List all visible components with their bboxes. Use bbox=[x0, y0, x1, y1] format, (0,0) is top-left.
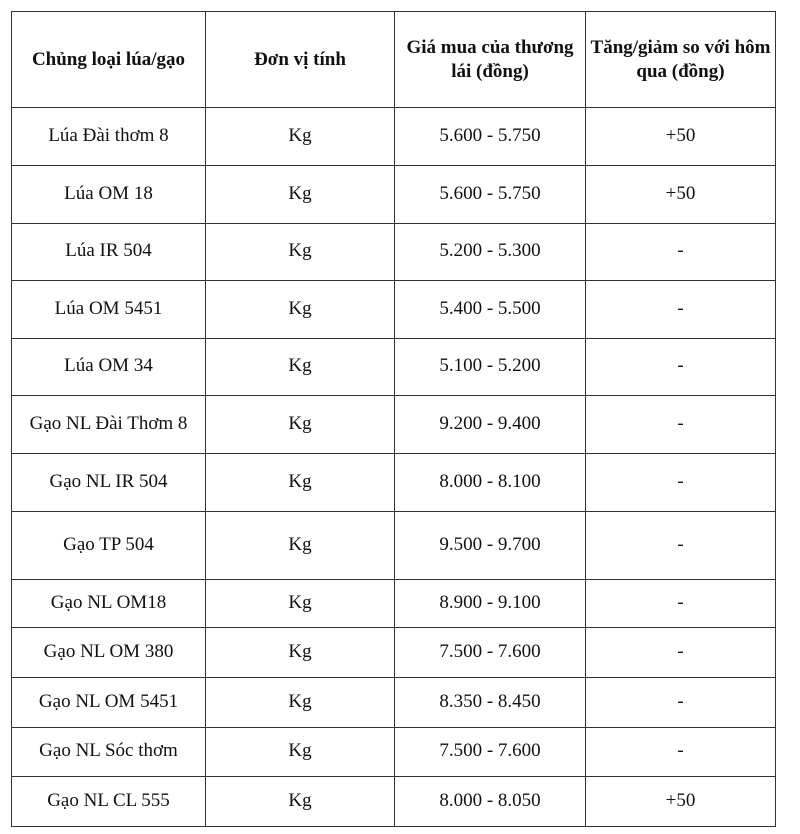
cell-change: +50 bbox=[586, 166, 776, 224]
cell-price: 5.400 - 5.500 bbox=[395, 281, 586, 339]
cell-price: 8.350 - 8.450 bbox=[395, 678, 586, 728]
cell-unit: Kg bbox=[206, 512, 395, 580]
cell-variety: Lúa OM 18 bbox=[12, 166, 206, 224]
cell-variety: Lúa IR 504 bbox=[12, 224, 206, 281]
cell-change: +50 bbox=[586, 108, 776, 166]
cell-change: - bbox=[586, 678, 776, 728]
table-row bbox=[12, 166, 776, 224]
table-row bbox=[12, 108, 776, 166]
cell-price: 9.200 - 9.400 bbox=[395, 396, 586, 454]
table-row bbox=[12, 678, 776, 728]
cell-variety: Gạo NL Đài Thơm 8 bbox=[12, 396, 206, 454]
cell-variety: Gạo NL OM 5451 bbox=[12, 678, 206, 728]
cell-price: 8.900 - 9.100 bbox=[395, 580, 586, 628]
header-variety: Chủng loại lúa/gạo bbox=[12, 12, 206, 108]
cell-price: 8.000 - 8.050 bbox=[395, 777, 586, 827]
cell-variety: Lúa Đài thơm 8 bbox=[12, 108, 206, 166]
cell-change: - bbox=[586, 339, 776, 396]
rice-price-table bbox=[11, 11, 776, 827]
cell-price: 9.500 - 9.700 bbox=[395, 512, 586, 580]
header-trader-price: Giá mua của thương lái (đồng) bbox=[395, 12, 586, 108]
cell-change: - bbox=[586, 580, 776, 628]
header-change: Tăng/giảm so với hôm qua (đồng) bbox=[586, 12, 776, 108]
cell-change: - bbox=[586, 454, 776, 512]
cell-price: 5.600 - 5.750 bbox=[395, 166, 586, 224]
cell-unit: Kg bbox=[206, 281, 395, 339]
cell-variety: Gạo TP 504 bbox=[12, 512, 206, 580]
cell-price: 7.500 - 7.600 bbox=[395, 728, 586, 777]
cell-change: - bbox=[586, 396, 776, 454]
cell-change: - bbox=[586, 512, 776, 580]
cell-change: - bbox=[586, 628, 776, 678]
cell-change: - bbox=[586, 728, 776, 777]
table-row bbox=[12, 777, 776, 827]
cell-unit: Kg bbox=[206, 108, 395, 166]
table-row bbox=[12, 512, 776, 580]
cell-change: - bbox=[586, 224, 776, 281]
cell-unit: Kg bbox=[206, 339, 395, 396]
table-row bbox=[12, 454, 776, 512]
cell-change: +50 bbox=[586, 777, 776, 827]
header-unit: Đơn vị tính bbox=[206, 12, 395, 108]
table-row bbox=[12, 728, 776, 777]
cell-unit: Kg bbox=[206, 454, 395, 512]
cell-unit: Kg bbox=[206, 166, 395, 224]
cell-variety: Gạo NL Sóc thơm bbox=[12, 728, 206, 777]
table-row bbox=[12, 580, 776, 628]
cell-price: 8.000 - 8.100 bbox=[395, 454, 586, 512]
table-header-row bbox=[12, 12, 776, 108]
cell-unit: Kg bbox=[206, 628, 395, 678]
cell-unit: Kg bbox=[206, 678, 395, 728]
cell-unit: Kg bbox=[206, 224, 395, 281]
cell-price: 5.100 - 5.200 bbox=[395, 339, 586, 396]
cell-variety: Gạo NL CL 555 bbox=[12, 777, 206, 827]
cell-variety: Lúa OM 5451 bbox=[12, 281, 206, 339]
cell-unit: Kg bbox=[206, 728, 395, 777]
cell-price: 5.600 - 5.750 bbox=[395, 108, 586, 166]
cell-variety: Gạo NL OM18 bbox=[12, 580, 206, 628]
cell-unit: Kg bbox=[206, 580, 395, 628]
cell-variety: Lúa OM 34 bbox=[12, 339, 206, 396]
cell-variety: Gạo NL IR 504 bbox=[12, 454, 206, 512]
table-row bbox=[12, 339, 776, 396]
cell-price: 7.500 - 7.600 bbox=[395, 628, 586, 678]
table-row bbox=[12, 224, 776, 281]
table-row bbox=[12, 281, 776, 339]
table-row bbox=[12, 396, 776, 454]
table-row bbox=[12, 628, 776, 678]
cell-unit: Kg bbox=[206, 777, 395, 827]
table-body bbox=[12, 108, 776, 827]
cell-variety: Gạo NL OM 380 bbox=[12, 628, 206, 678]
cell-change: - bbox=[586, 281, 776, 339]
cell-price: 5.200 - 5.300 bbox=[395, 224, 586, 281]
cell-unit: Kg bbox=[206, 396, 395, 454]
